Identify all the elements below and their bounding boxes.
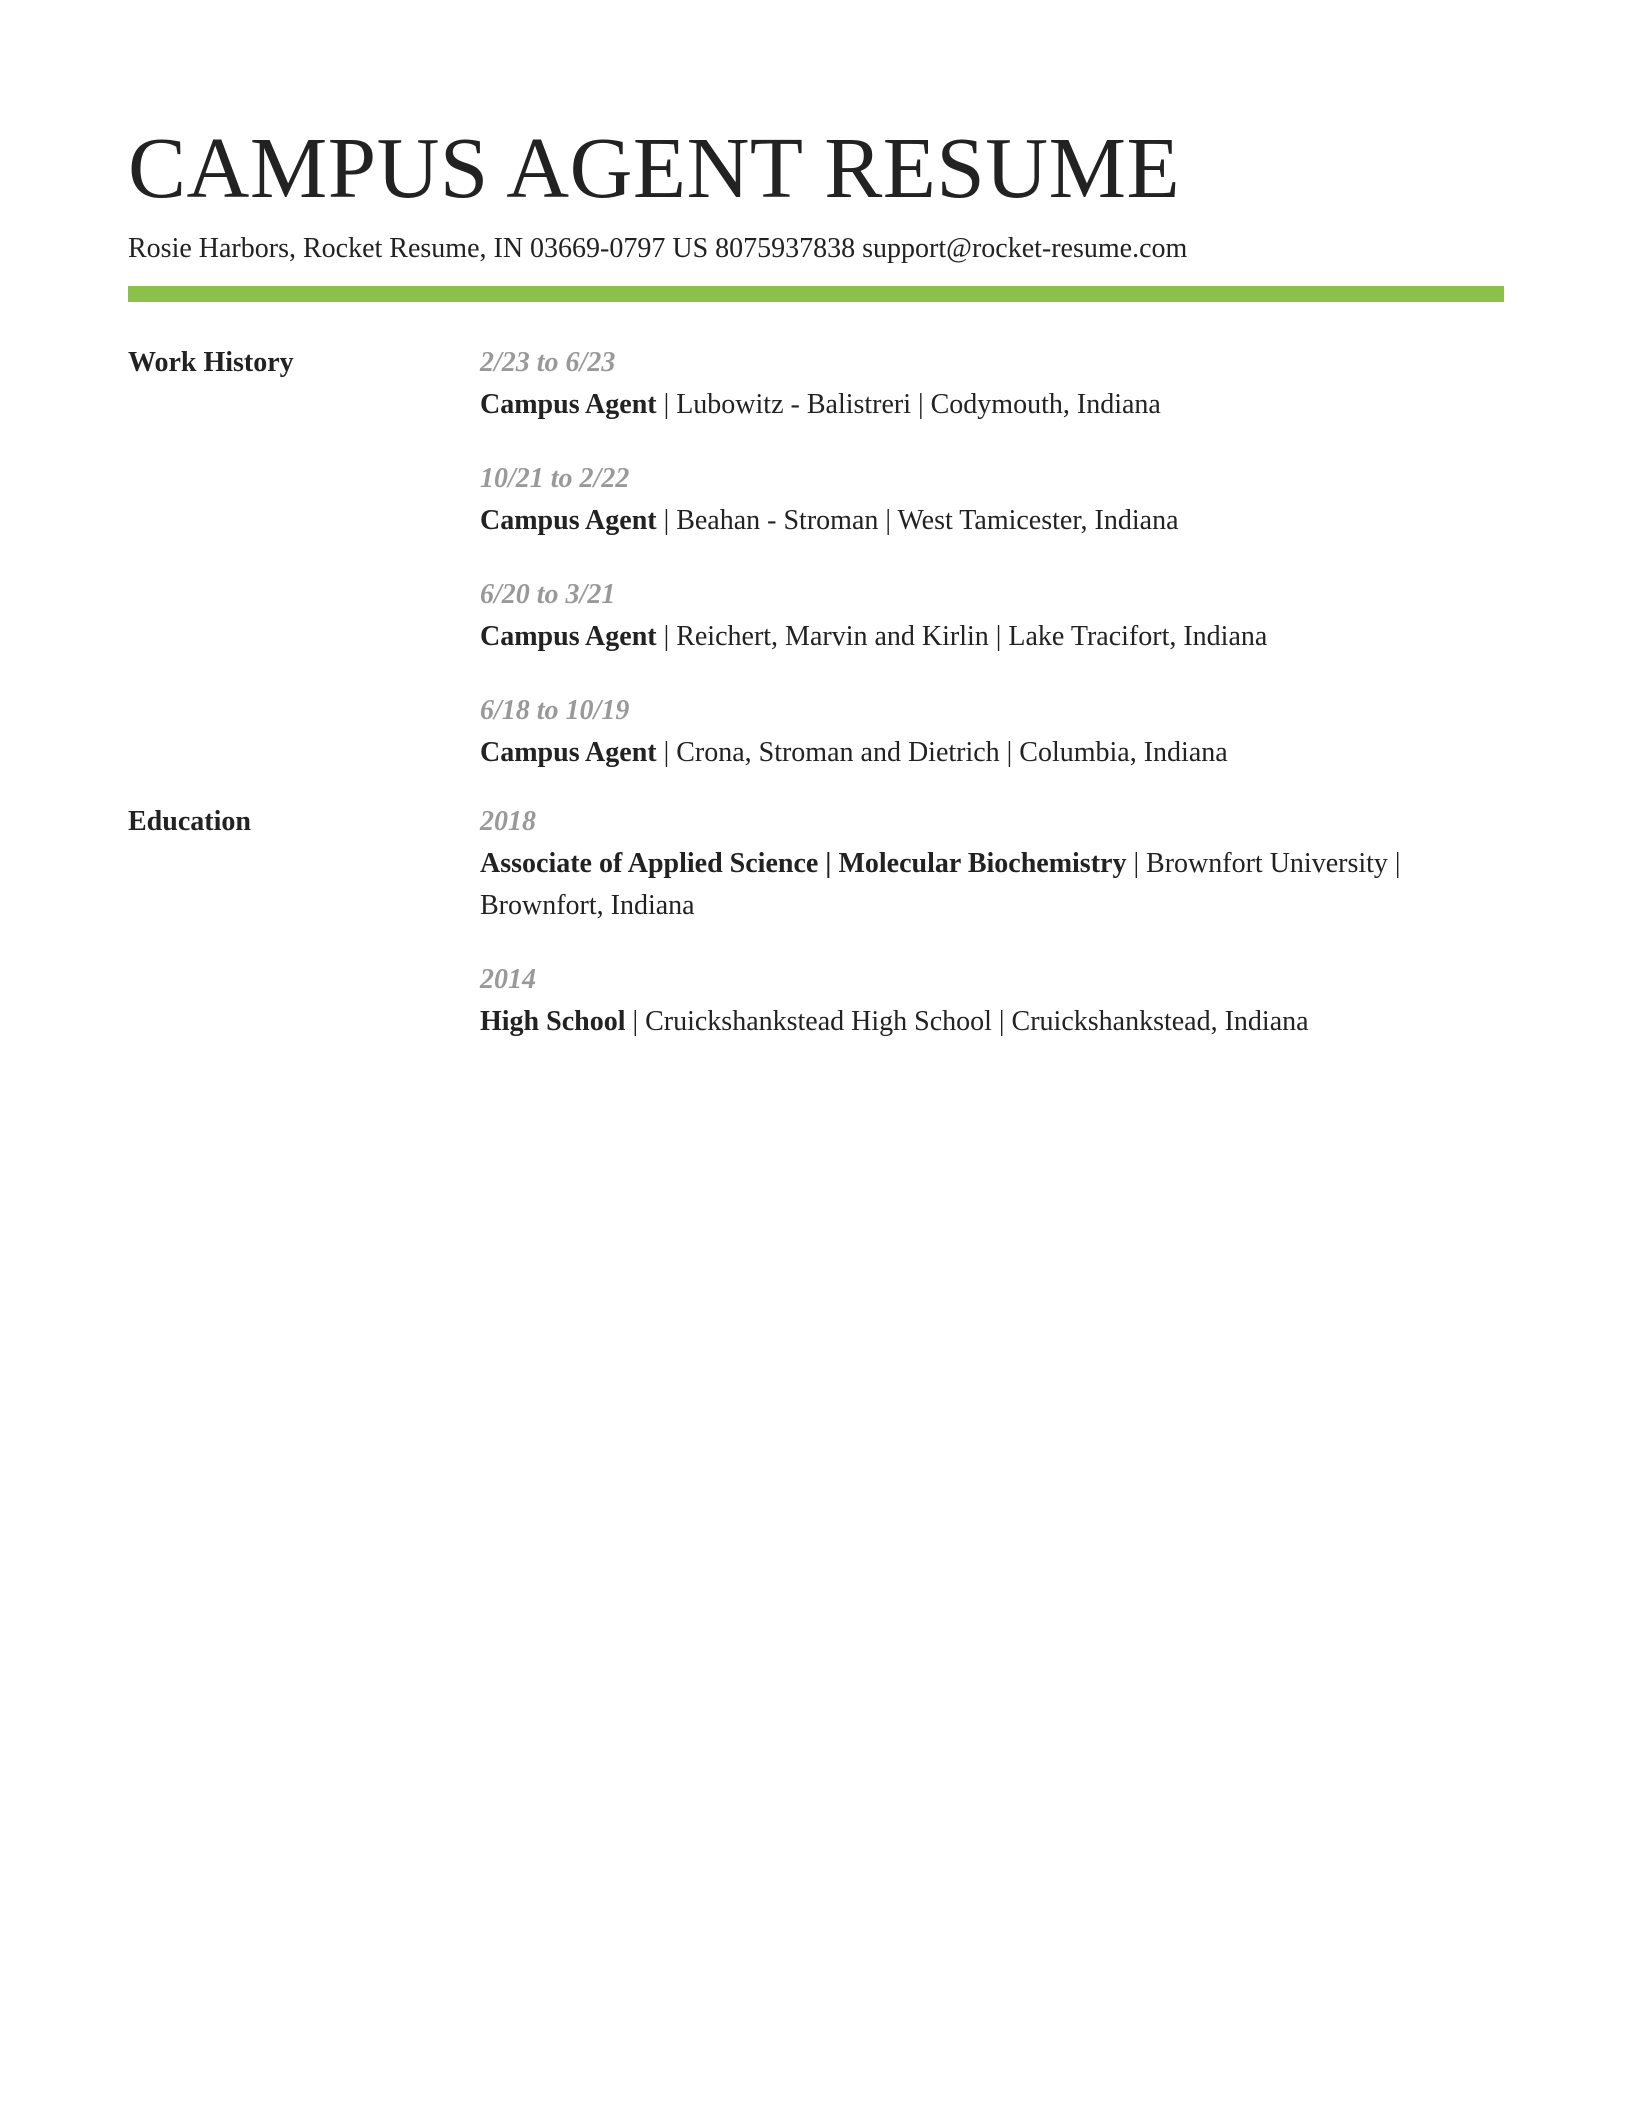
entry-role: Campus Agent [480,505,657,536]
entry-role: Campus Agent [480,737,657,768]
resume-title: CAMPUS AGENT RESUME [128,119,1181,216]
education-heading: Education [128,806,251,837]
entry-details: | Reichert, Marvin and Kirlin | Lake Tracifort, Indiana [663,621,1268,652]
entry-details: | Lubowitz - Balistreri | Codymouth, Indiana [663,389,1161,420]
entry-line [480,500,1500,542]
entry-details: | Brownfort University | Brownfort, Indiana [480,848,1401,921]
education-entry [480,801,1500,927]
entry-date: 10/21 to 2/22 [480,463,630,494]
entry-date: 2018 [480,806,536,837]
entry-date: 2014 [480,964,536,995]
entry-degree: Associate of Applied Science | Molecular Biochemistry [480,848,1127,879]
entry-date: 2/23 to 6/23 [480,347,616,378]
work-history-entries [480,342,1500,806]
entry-details: | Cruickshankstead High School | Cruickshankstead, Indiana [632,1006,1309,1037]
education-entry [480,959,1500,1043]
entry-date: 6/20 to 3/21 [480,579,616,610]
entry-role: Campus Agent [480,621,657,652]
work-entry [480,342,1500,426]
entry-degree: High School [480,1006,626,1037]
entry-line [480,384,1500,426]
entry-details: | Beahan - Stroman | West Tamicester, Indiana [663,505,1179,536]
work-entry [480,690,1500,774]
entry-line [480,616,1500,658]
work-history-heading: Work History [128,347,294,378]
entry-details: | Crona, Stroman and Dietrich | Columbia, Indiana [663,737,1228,768]
education-entries [480,801,1500,1075]
entry-date: 6/18 to 10/19 [480,695,630,726]
accent-divider [128,286,1504,302]
entry-role: Campus Agent [480,389,657,420]
work-entry [480,458,1500,542]
work-entry [480,574,1500,658]
entry-line [480,843,1500,927]
entry-line [480,732,1500,774]
contact-info: Rosie Harbors, Rocket Resume, IN 03669-0797 US 8075937838 support@rocket-resume.com [128,233,1188,264]
entry-line [480,1001,1500,1043]
